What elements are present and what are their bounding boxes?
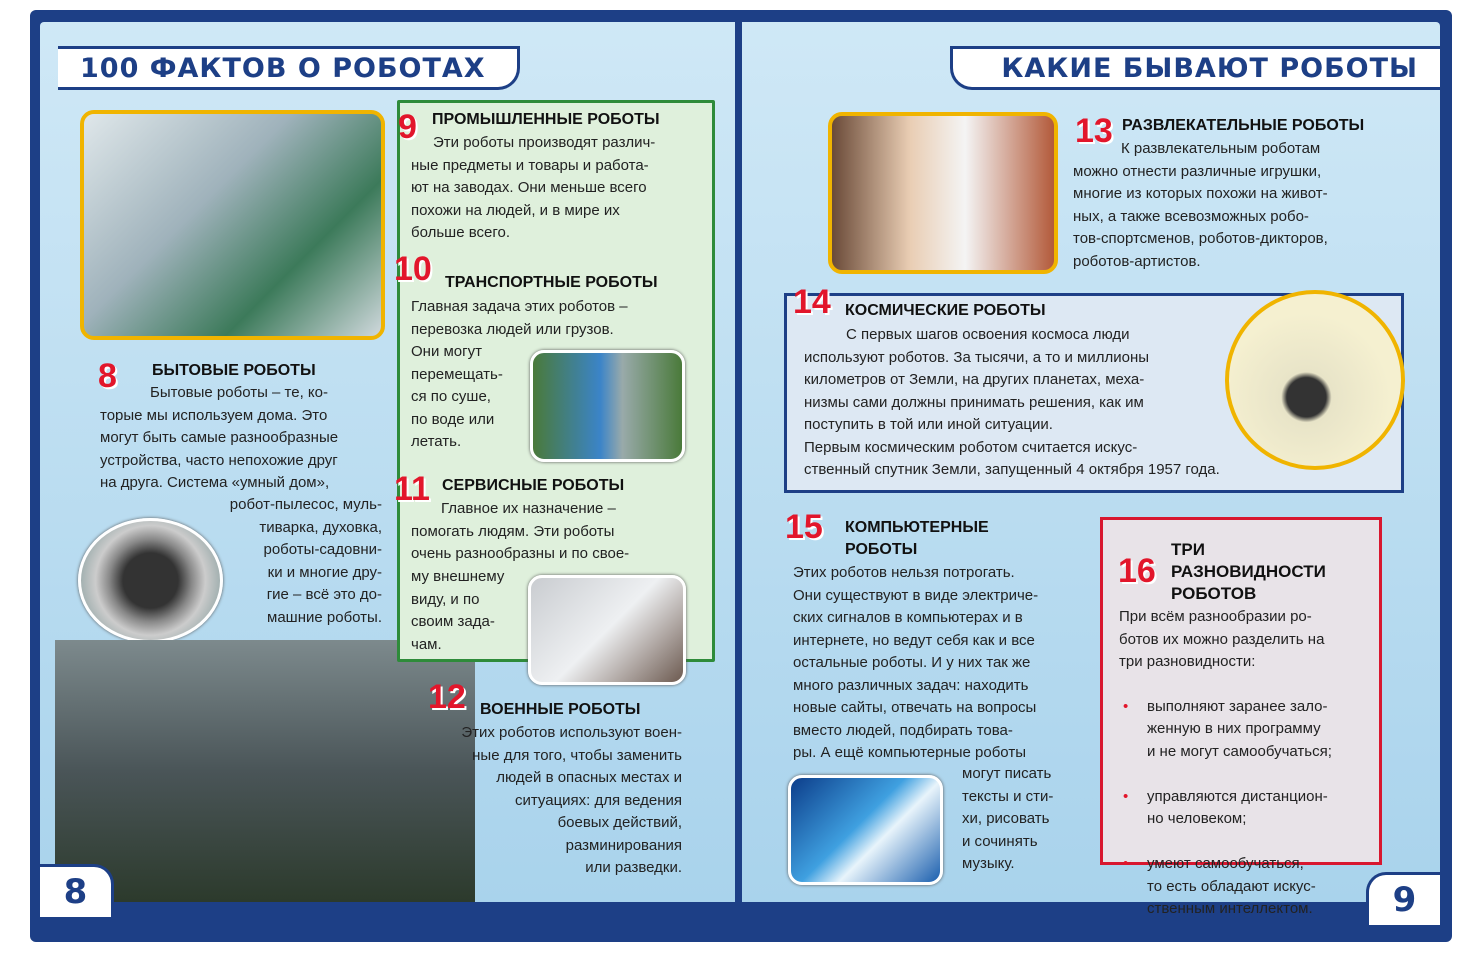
list-item: • управляются дистанцион- но человеком; — [1119, 786, 1384, 831]
fact-text: Эти роботы производят различ- ные предметы и товары и работа- ют на заводах. Они меньше всего похожи на людей, и в мире их больше всего. — [411, 134, 656, 241]
fact-heading: ВОЕННЫЕ РОБОТЫ — [480, 701, 641, 718]
fact-heading: КОСМИЧЕСКИЕ РОБОТЫ — [845, 302, 1046, 319]
industrial-robot-photo — [80, 110, 385, 340]
fact-number: 13 — [1075, 112, 1113, 150]
sputnik-satellite-photo — [1225, 290, 1405, 470]
fact-text: Бытовые роботы – те, ко- торые мы используем дома. Это могут быть самые разнообразные устройства, часто непохожие друг на друга. Система «умный дом», — [100, 384, 339, 491]
fact-text: Главная задача этих роботов – перевозка людей или грузов. — [411, 298, 628, 338]
fact-text-continued: му внешнему виду, и по своим зада- чам. — [411, 568, 505, 653]
fact-text: Этих роботов используют воен- ные для того, чтобы заменить людей в опасных местах и ситуациях: для ведения боевых действий, разминирования или разведки. — [461, 724, 682, 876]
fact-number: 16 — [1118, 552, 1156, 590]
fact-heading: СЕРВИСНЫЕ РОБОТЫ — [442, 477, 625, 494]
fact-number: 14 — [793, 283, 831, 321]
service-robot-photo — [528, 575, 686, 685]
fact-heading: ТРАНСПОРТНЫЕ РОБОТЫ — [445, 274, 658, 291]
fact-heading: ТРИ РАЗНОВИДНОСТИ РОБОТОВ — [1171, 540, 1326, 603]
fact-text: Главное их назначение – помогать людям. Эти роботы очень разнообразны и по свое- — [411, 500, 630, 562]
fact-text: При всём разнообразии ро- ботов их можно разделить на три разновидности: — [1119, 608, 1325, 670]
fact-text: С первых шагов освоения космоса люди используют роботов. За тысячи, а то и миллионы километров от Земли, на других планетах, меха- низмы сами должны принимать решения, как им поступить в той или иной ситуации. Первым космическим роботом считается искус- ственный спутник Земли, запущенный 4 октября 1957 года. — [804, 326, 1220, 478]
fact-number: 8 — [98, 357, 117, 395]
list-item: • выполняют заранее зало- женную в них программу и не могут самообучаться; — [1119, 696, 1384, 764]
fact-text-continued: Они могут перемещать- ся по суше, по воде или летать. — [411, 343, 503, 450]
fact-number: 11 — [394, 470, 430, 508]
fact-text: Этих роботов нельзя потрогать. Они существуют в виде электриче- ских сигналов в компьютерах и в интернете, но ведут себя как и все остальные роботы. И у них так же много различных задач: находить новые сайты, отвечать на вопросы вместо людей, подбирать това- ры. А ещё компьютерные роботы — [793, 564, 1039, 761]
fact-text-continued: робот-пылесос, муль- тиварка, духовка, роботы-садовни- ки и многие дру- гие – всё это до- машние роботы. — [229, 496, 382, 626]
fact-text-continued: могут писать тексты и сти- хи, рисовать и сочинять музыку. — [962, 765, 1054, 872]
fact-heading: БЫТОВЫЕ РОБОТЫ — [152, 362, 316, 379]
page-number-left: 8 — [40, 864, 114, 920]
child-with-toy-robot-photo — [828, 112, 1058, 274]
fact-number: 9 — [398, 108, 417, 146]
fact-number: 12 — [428, 678, 466, 716]
right-page-title: КАКИЕ БЫВАЮТ РОБОТЫ — [950, 46, 1440, 90]
fact-number: 10 — [394, 250, 432, 288]
page-number-right: 9 — [1366, 872, 1440, 928]
computer-laptop-photo — [788, 775, 943, 885]
transport-robot-photo — [530, 350, 685, 462]
fact-heading: РАЗВЛЕКАТЕЛЬНЫЕ РОБОТЫ — [1122, 117, 1365, 134]
left-page-title: 100 ФАКТОВ О РОБОТАХ — [58, 46, 520, 90]
fact-heading: ПРОМЫШЛЕННЫЕ РОБОТЫ — [432, 111, 660, 128]
robot-vacuum-photo — [78, 518, 223, 643]
fact-number: 15 — [785, 508, 823, 546]
fact-heading: КОМПЬЮТЕРНЫЕ РОБОТЫ — [845, 519, 989, 558]
fact-text: К развлекательным роботам можно отнести различные игрушки, многие из которых похожи на живот- ных, а также всевозможных робо- тов-спортсменов, роботов-дикторов, роботов-артистов. — [1073, 140, 1328, 270]
robot-types-list — [1119, 673, 1384, 943]
list-item: • умеют самообучаться, то есть обладают искус- ственным интеллектом. — [1119, 853, 1384, 921]
